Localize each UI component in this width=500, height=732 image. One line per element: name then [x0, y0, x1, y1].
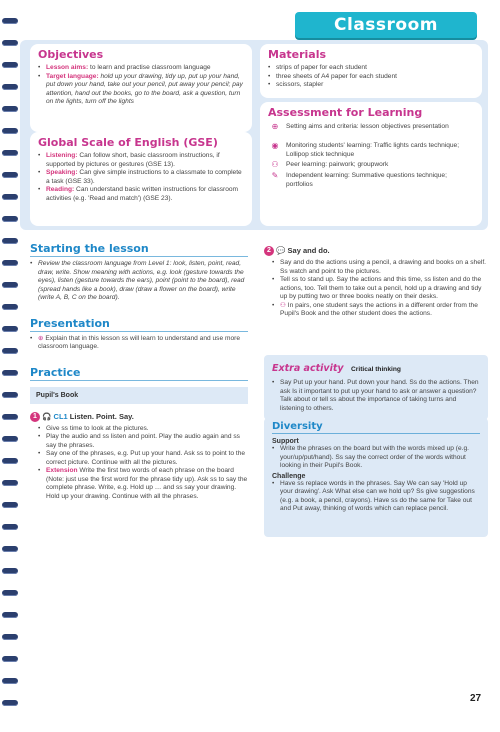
challenge-heading: Challenge — [272, 472, 306, 480]
binding-ring — [2, 436, 18, 442]
gse-heading: Global Scale of English (GSE) — [38, 136, 218, 149]
binding-ring — [2, 150, 18, 156]
binding-ring — [2, 194, 18, 200]
exercise-step: • Play the audio and ss listen and point. Play the audio again and ss say the phrases. — [38, 433, 248, 450]
challenge-text: • Have ss replace words in the phrases. Say We can say 'Hold up your drawing'. Ask What else can we hold up? Ss give suggestions (e.g. a book, a pencil, crayons). Have ss do the same for Take out and Put away, thinking of words which can replace pencil. — [272, 480, 480, 514]
critical-thinking-tag: Critical thinking — [351, 366, 401, 373]
gse-panel — [30, 132, 252, 226]
practice-heading: Practice — [30, 365, 81, 379]
assessment-row: ◉ Monitoring students' learning: Traffic lights cards technique; Lollipop stick technique — [268, 142, 474, 159]
material-item: • strips of paper for each student — [268, 64, 474, 73]
spiral-binding — [0, 0, 20, 732]
assessment-row: ⚇ Peer learning: pairwork; groupwork — [268, 161, 474, 170]
diversity-box — [264, 418, 488, 537]
gse-item: • Listening: Can follow short, basic classroom instructions, if supported by pictures or gestures (GSE 13). — [38, 152, 244, 169]
binding-ring — [2, 568, 18, 574]
monitor-icon: ◉ — [271, 141, 279, 150]
gse-item: • Reading: Can understand basic written instructions for classroom activities (e.g. 'Read and match') (GSE 23). — [38, 186, 244, 203]
assessment-row: ⊕ Setting aims and criteria: lesson objectives presentation — [268, 123, 468, 132]
binding-ring — [2, 392, 18, 398]
target-icon: ⊕ — [38, 334, 46, 342]
binding-ring — [2, 282, 18, 288]
support-text: • Write the phrases on the board but with the words mixed up (e.g. your/up/put/hand). Ss say the correct order of the words without looking in their Pupil's Book. — [272, 445, 480, 471]
gse-list — [38, 152, 244, 203]
binding-ring — [2, 326, 18, 332]
binding-ring — [2, 260, 18, 266]
pupils-book-label: Pupil's Book — [30, 387, 248, 404]
exercise-2 — [264, 246, 488, 319]
binding-ring — [2, 106, 18, 112]
binding-ring — [2, 370, 18, 376]
binding-ring — [2, 656, 18, 662]
binding-ring — [2, 172, 18, 178]
divider — [30, 256, 248, 257]
divider — [30, 331, 248, 332]
binding-ring — [2, 348, 18, 354]
peer-icon: ⚇ — [271, 160, 279, 169]
exercise-step: • Extension Write the first two words of each phrase on the board (Note: just use the first word for the phrase tidy up). Ask ss to say the complete phrase. Write, e.g. Hold up … and ss say your drawing. Hold up your drawing. Continue with all the phrases. — [38, 467, 248, 501]
assessment-row: ✎ Independent learning: Summative questions technique; portfolios — [268, 172, 468, 189]
peer-icon: ⚇ — [280, 301, 288, 309]
binding-ring — [2, 304, 18, 310]
speech-bubble-icon: 💬 — [276, 246, 286, 255]
headphones-icon: 🎧 — [42, 411, 52, 421]
assessment-panel — [260, 102, 482, 226]
binding-ring — [2, 62, 18, 68]
exercise-step: • Tell ss to stand up. Say the actions and this time, ss listen and do the actions, too. Tell them to take out a pencil, hold up a drawing and tidy up by putting two or three books neatly on their desks. — [272, 276, 488, 302]
exercise-number: 2 — [264, 246, 274, 256]
presentation-heading: Presentation — [30, 316, 110, 330]
independent-icon: ✎ — [271, 171, 279, 180]
objective-item: • Target language: hold up your drawing, tidy up, put up your hand, put down your hand, take out your pencil, put away your pencil; pay attention, hand out the books, go to the board, ask a question, turn on the lights, turn off the lights — [38, 73, 244, 107]
objective-item: • Lesson aims: to learn and practise classroom language — [38, 64, 244, 73]
binding-ring — [2, 84, 18, 90]
binding-ring — [2, 480, 18, 486]
extra-activity-text: • Say Put up your hand. Put down your hand. Ss do the actions. Then ask Is it important to put up your hand to ask or answer a question? Talk about or tell ss about the importance of taking turns and listening to others. — [272, 379, 480, 413]
binding-ring — [2, 414, 18, 420]
material-item: • scissors, stapler — [268, 81, 474, 90]
objectives-list — [38, 64, 244, 107]
binding-ring — [2, 524, 18, 530]
support-heading: Support — [272, 438, 299, 445]
page-number: 27 — [470, 693, 482, 704]
extra-activity-box — [264, 355, 488, 420]
materials-heading: Materials — [268, 48, 327, 61]
diversity-heading: Diversity — [272, 421, 323, 432]
objectives-heading: Objectives — [38, 48, 104, 61]
binding-ring — [2, 238, 18, 244]
divider — [30, 380, 248, 381]
assessment-rows — [268, 123, 474, 223]
lesson-overview-box — [20, 40, 488, 230]
binding-ring — [2, 678, 18, 684]
track-label: CL1 — [53, 411, 68, 421]
binding-ring — [2, 18, 18, 24]
left-column — [30, 242, 248, 501]
exercise-1-title: 1 🎧 CL1 Listen. Point. Say. — [30, 412, 248, 422]
binding-ring — [2, 502, 18, 508]
target-icon: ⊕ — [271, 122, 279, 131]
binding-ring — [2, 216, 18, 222]
binding-ring — [2, 128, 18, 134]
exercise-step: • ⚇ In pairs, one student says the actions in a different order from the Pupil's Book and the other student does the actions. — [272, 302, 488, 319]
gse-item: • Speaking: Can give simple instructions to a classmate to complete a task (GSE 33). — [38, 169, 244, 186]
extra-activity-heading: Extra activity — [272, 363, 344, 374]
objectives-panel — [30, 44, 252, 132]
starting-heading: Starting the lesson — [30, 242, 149, 255]
exercise-number: 1 — [30, 412, 40, 422]
exercise-step: • Say and do the actions using a pencil, a drawing and books on a shelf. Ss watch and point to the pictures. — [272, 259, 488, 276]
exercise-2-title: 2 💬 Say and do. — [264, 246, 488, 256]
presentation-text: • ⊕ Explain that in this lesson ss will learn to understand and use more classroom language. — [30, 335, 248, 352]
exercise-step: • Say one of the phrases, e.g. Put up your hand. Ask ss to point to the correct picture. Continue with all the pictures. — [38, 450, 248, 467]
binding-ring — [2, 634, 18, 640]
materials-list — [268, 64, 474, 90]
divider — [272, 433, 480, 434]
assessment-heading: Assessment for Learning — [268, 106, 423, 119]
extra-activity-header — [272, 358, 480, 376]
binding-ring — [2, 590, 18, 596]
starting-text: • Review the classroom language from Level 1: look, listen, point, read, draw, write. Show meaning with actions, e.g. look (gesture towards the eyes), listen (gesture towards the ears), point (point to the board), read (spread hands like a book), draw (draw a flower on the board), write (write A, B, C on the board). — [30, 260, 248, 303]
binding-ring — [2, 40, 18, 46]
binding-ring — [2, 546, 18, 552]
binding-ring — [2, 700, 18, 706]
materials-panel — [260, 44, 482, 98]
exercise-step: • Give ss time to look at the pictures. — [38, 425, 248, 434]
page-title: Classroom — [295, 12, 477, 38]
material-item: • three sheets of A4 paper for each student — [268, 73, 474, 82]
binding-ring — [2, 612, 18, 618]
binding-ring — [2, 458, 18, 464]
